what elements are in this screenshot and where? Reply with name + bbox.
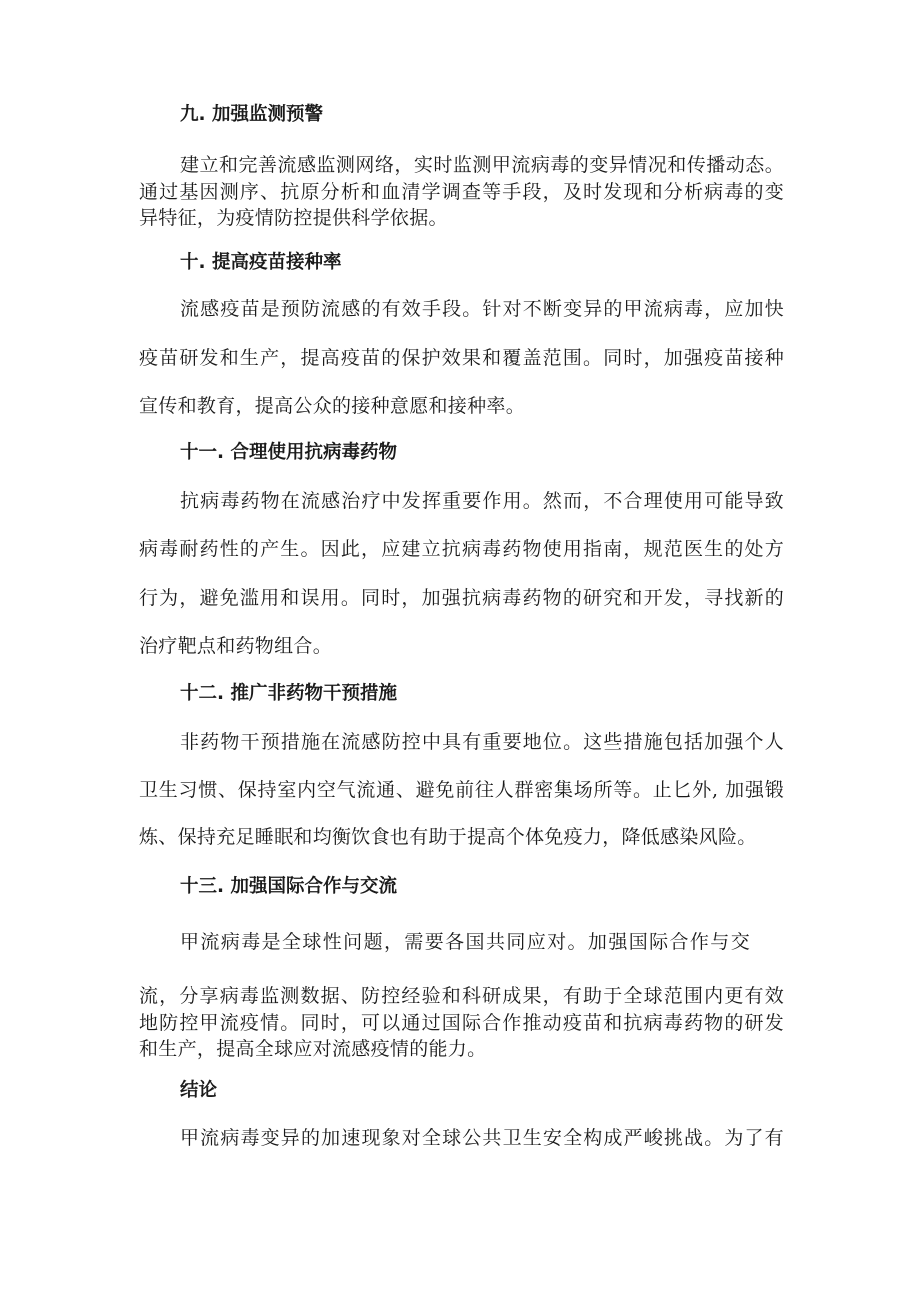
- section-heading-13: 十三. 加强国际合作与交流: [180, 876, 397, 897]
- section-heading-12: 十二. 推广非药物干预措施: [180, 683, 397, 704]
- paragraph-line: 行为，避免滥用和误用。同时，加强抗病毒药物的研究和开发，寻找新的: [139, 587, 784, 609]
- paragraph-line: 和生产，提高全球应对流感疫情的能力。: [139, 1038, 487, 1060]
- paragraph-line: 抗病毒药物在流感治疗中发挥重要作用。然而，不合理使用可能导致: [180, 490, 784, 512]
- section-heading-conclusion: 结论: [180, 1080, 218, 1101]
- paragraph-line: 地防控甲流疫情。同时，可以通过国际合作推动疫苗和抗病毒药物的研发: [139, 1012, 784, 1034]
- paragraph-line: 通过基因测序、抗原分析和血清学调查等手段，及时发现和分析病毒的变: [139, 181, 784, 203]
- section-heading-11: 十一. 合理使用抗病毒药物: [180, 442, 397, 463]
- paragraph-line: 非药物干预措施在流感防控中具有重要地位。这些措施包括加强个人: [180, 731, 784, 753]
- paragraph-line: 病毒耐药性的产生。因此，应建立抗病毒药物使用指南，规范医生的处方: [139, 538, 784, 560]
- paragraph-line: 流感疫苗是预防流感的有效手段。针对不断变异的甲流病毒，应加快: [180, 298, 784, 320]
- paragraph-line: 异特征，为疫情防控提供科学依据。: [139, 207, 448, 229]
- paragraph-line: 建立和完善流感监测网络，实时监测甲流病毒的变异情况和传播动态。: [180, 154, 784, 176]
- section-heading-10: 十. 提高疫苗接种率: [180, 252, 342, 273]
- paragraph-line: 疫苗研发和生产，提高疫苗的保护效果和覆盖范围。同时，加强疫苗接种: [139, 347, 784, 369]
- paragraph-line: 炼、保持充足睡眠和均衡饮食也有助于提高个体免疫力，降低感染风险。: [139, 826, 757, 848]
- paragraph-line: 甲流病毒变异的加速现象对全球公共卫生安全构成严峻挑战。为了有: [180, 1127, 784, 1149]
- paragraph-line: 宣传和教育，提高公众的接种意愿和接种率。: [139, 395, 526, 417]
- paragraph-line: 治疗靶点和药物组合。: [139, 635, 333, 657]
- paragraph-line: 卫生习惯、保持室内空气流通、避免前往人群密集场所等。止匕外, 加强锻: [139, 779, 784, 801]
- paragraph-line: 流，分享病毒监测数据、防控经验和科研成果，有助于全球范围内更有效: [139, 985, 784, 1007]
- paragraph-line: 甲流病毒是全球性问题，需要各国共同应对。加强国际合作与交: [180, 931, 750, 953]
- section-heading-9: 九. 加强监测预警: [180, 104, 323, 125]
